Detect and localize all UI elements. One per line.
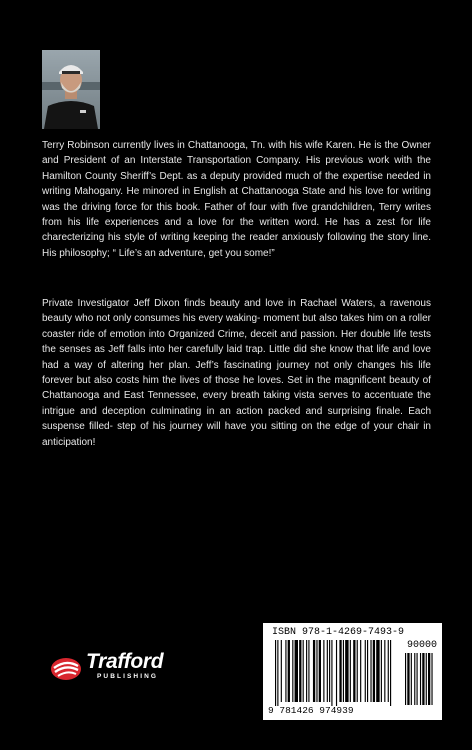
barcode-bar: [345, 640, 348, 702]
barcode-bar: [376, 640, 379, 702]
barcode-bar: [357, 640, 358, 702]
author-photo: [42, 50, 100, 129]
barcode-bar: [299, 640, 301, 702]
barcode-bar: [384, 640, 385, 702]
barcode-bar: [288, 640, 290, 702]
barcode-bar: [277, 640, 278, 706]
barcode-bar: [329, 640, 330, 702]
addon-bar: [422, 653, 424, 705]
barcode-bar: [306, 640, 307, 702]
addon-bar: [428, 653, 430, 705]
addon-bar: [405, 653, 406, 705]
barcode-bar: [295, 640, 298, 702]
barcode-bar: [370, 640, 371, 702]
barcode-bar: [390, 640, 391, 706]
barcode-bar: [281, 640, 282, 702]
barcode-bar: [327, 640, 328, 702]
addon-bar: [417, 653, 418, 705]
barcode-bar: [316, 640, 317, 702]
barcode-bar: [336, 640, 337, 706]
barcode-bar: [292, 640, 293, 702]
barcode-bar: [331, 640, 332, 706]
trafford-swirl-icon: [49, 653, 83, 683]
addon-bar: [411, 653, 412, 705]
publisher-subtitle: PUBLISHING: [97, 673, 159, 680]
isbn-text: ISBN 978-1-4269-7493-9: [272, 627, 405, 638]
barcode-bar: [285, 640, 286, 702]
ean-digits: 9 781426 974939: [268, 705, 354, 716]
barcode-bar: [308, 640, 309, 702]
barcode-bar: [313, 640, 315, 702]
barcode-bar: [353, 640, 355, 702]
addon-bar: [431, 653, 432, 705]
addon-bar: [420, 653, 421, 705]
barcode-bar: [381, 640, 382, 702]
publisher-name: Trafford: [86, 650, 164, 673]
addon-bar: [426, 653, 427, 705]
barcode-bar: [275, 640, 276, 706]
isbn-barcode: [263, 623, 442, 720]
publisher-logo: [49, 651, 199, 685]
barcode-bar: [360, 640, 361, 702]
price-code: 90000: [407, 640, 438, 651]
barcode-bar: [388, 640, 389, 702]
book-blurb: Private Investigator Jeff Dixon finds beauty and love in Rachael Waters, a ravenous beauty who not only consumes his every waking- moment but also takes him on a roller coaster ride of emotion into Organized Crime, deceit and passion. Her double life tests the senses as Jeff falls into her carefully laid trap. Little did she know that life and love had a way of altering her plan. Jeff’s fascinating journey not only changes his life forever but also costs him the lives of those he loves. Set in the magnificent beauty of Chattanooga and East Tennessee, every breath taking vista serves to accentuate the intrigue and deception culminating in an action packed and surprising finale. Each suspense filled- step of his journey will have you sitting on the edge of your chair in anticipation!: [42, 298, 431, 448]
barcode-bar: [367, 640, 368, 702]
barcode-bar: [323, 640, 324, 702]
barcode-bar: [343, 640, 344, 702]
barcode-bar: [303, 640, 304, 702]
barcode-bar: [373, 640, 375, 702]
addon-bar: [407, 653, 409, 705]
barcode-bar: [319, 640, 321, 702]
addon-bar: [414, 653, 415, 705]
barcode-bar: [350, 640, 351, 702]
barcode-bar: [365, 640, 366, 702]
author-bio: Terry Robinson currently lives in Chattanooga, Tn. with his wife Karen. He is the Owner and President of an Interstate Transportation Company. His previous work with the Hamilton County Sheriff’s Dept. as a deputy provided much of the expertise needed in writing Mahogany. He minored in English at Chattanooga State and his love for writing was the driving force for this book. Father of four with five grandchildren, Terry writes from his life experiences and a love for the written word. He has a zest for life charecterizing his style of writing keeping the reader anxiously following the story line. His philosophy; “ Life’s an adventure, get you some!”: [42, 140, 431, 259]
barcode-bar: [339, 640, 341, 702]
